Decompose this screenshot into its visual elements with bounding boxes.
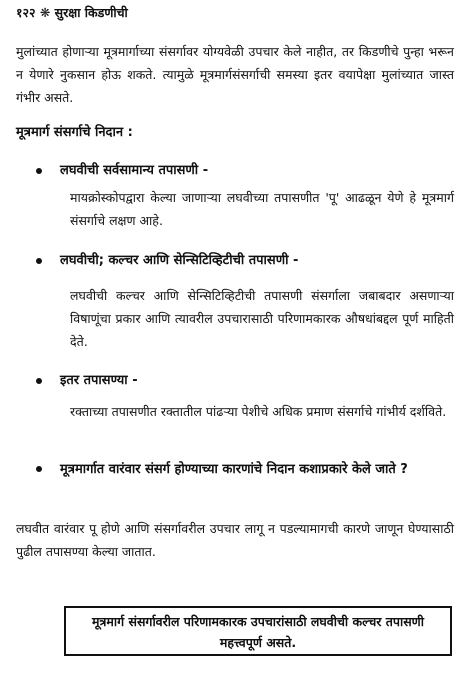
item-title-other-tests: इतर तपासण्या - <box>60 373 138 388</box>
item-title-recurrent-infection: मूत्रमार्गात वारंवार संसर्ग होण्याच्या कारणांचे निदान कशाप्रकारे केले जाते ? <box>60 462 408 477</box>
bullet-icon <box>36 378 42 384</box>
item-text-other-tests: रक्ताच्या तपासणीत रक्तातील पांढऱ्या पेशीचे अधिक प्रमाण संसर्गाचे गांभीर्य दर्शविते. <box>70 404 447 419</box>
section-heading: मूत्रमार्ग संसर्गाचे निदान : <box>16 125 133 140</box>
bullet-icon <box>36 258 42 264</box>
item-title-urine-routine: लघवीची सर्वसामान्य तपासणी - <box>60 163 209 178</box>
item-text-culture-sensitivity: लघवीची कल्चर आणि सेन्सिटिव्हिटीची तपासणी संसर्गाला जबाबदार असणाऱ्या विषाणूंचा प्रकार आणि त्यावरील उपचारासाठी परिणामकारक औषधांबद्दल पूर्ण माहिती देते. <box>70 288 454 349</box>
bullet-icon <box>36 466 42 472</box>
closing-paragraph: लघवीत वारंवार पू होणे आणि संसर्गावरील उपचार लागू न पडल्यामागची कारणे जाणून घेण्यासाठी पुढील तपासण्या केल्या जातात. <box>16 521 454 559</box>
bullet-icon <box>36 168 42 174</box>
callout-box: मूत्रमार्ग संसर्गावरील परिणामकारक उपचारांसाठी लघवीची कल्चर तपासणी महत्त्वपूर्ण असते. <box>64 606 452 656</box>
intro-paragraph: मुलांच्यात होणाऱ्या मूत्रमार्गाच्या संसर्गावर योग्यवेळी उपचार केले नाहीत, तर किडणीचे पुन्हा भरून न येणारे नुकसान होऊ शकते. त्यामुळे मूत्रमार्गसंसर्गाची समस्या इतर वयापेक्षा मुलांच्यात जास्त गंभीर असते. <box>16 44 454 105</box>
page-header: १२२ ❋ सुरक्षा किडणीची <box>16 5 128 20</box>
item-title-culture-sensitivity: लघवीची; कल्चर आणि सेन्सिटिव्हिटीची तपासणी - <box>60 253 299 268</box>
item-text-urine-routine: मायक्रोस्कोपद्वारा केल्या जाणाऱ्या लघवीच्या तपासणीत 'पू' आढळून येणे हे मूत्रमार्ग संसर्गाचे लक्षण आहे. <box>70 190 454 228</box>
